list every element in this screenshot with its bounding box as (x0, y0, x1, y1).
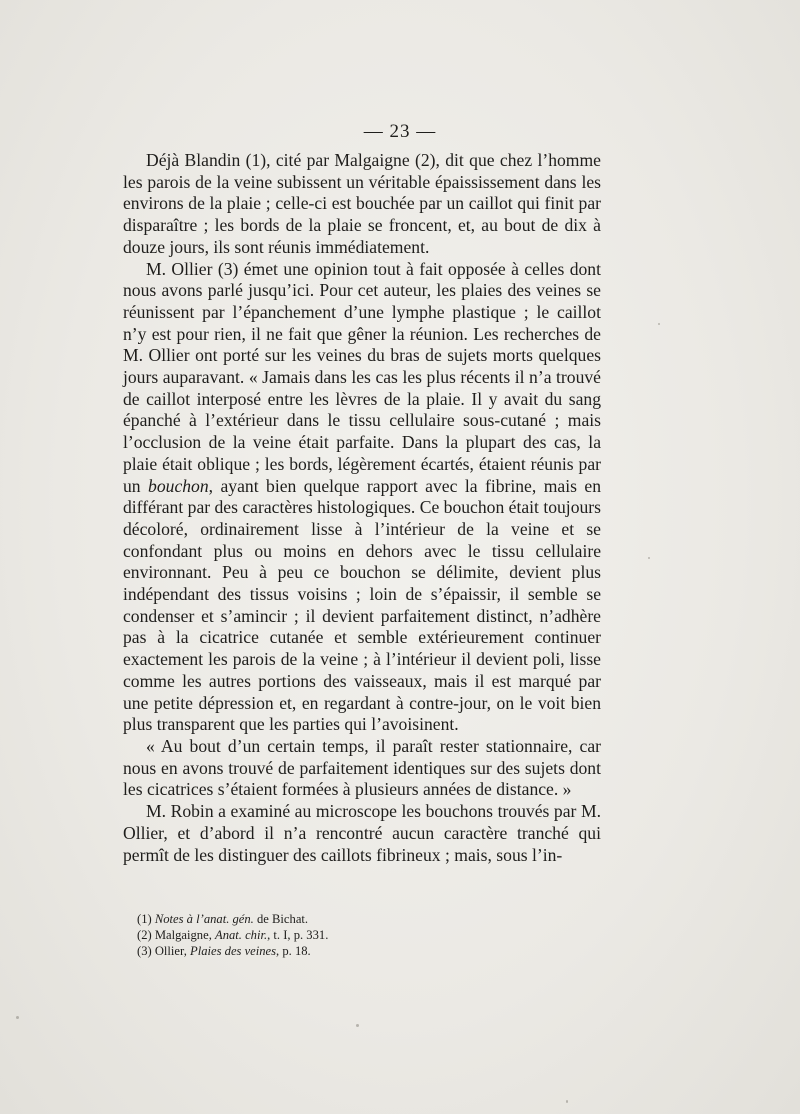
footnote-marker: (1) (137, 912, 152, 926)
paper-speck (648, 557, 650, 559)
paper-speck (16, 1016, 19, 1019)
footnote-marker: (3) (137, 944, 152, 959)
footnote-title: Anat. chir. (215, 928, 268, 943)
paper-speck (356, 1024, 359, 1027)
footnote-title: Plaies des veines (190, 944, 277, 959)
paragraph-robin: M. Robin a examiné au microscope les bouchons trouvés par M. Ollier, et d’abord il n’a rencontré aucun caractère tranché qui permît de les distinguer des caillots fibrineux ; mais, sous l’in- (123, 801, 601, 865)
footnote-1 (137, 911, 597, 927)
footnote-3 (137, 943, 597, 959)
footnote-rest: , t. I, p. 331. (267, 928, 329, 943)
body-text (123, 150, 601, 866)
footnote-rest: de Bichat. (253, 912, 309, 926)
footnotes (137, 911, 597, 960)
footnote-rest: , p. 18. (276, 944, 311, 959)
page-number: — 23 — (363, 121, 437, 142)
paragraph-ollier-text-before: M. Ollier (3) émet une opinion tout à fait opposée à celles dont nous avons parlé jusqu’ici. Pour cet auteur, les plaies des veines se réunissent par l’épanchement d’une lymphe plastique ; le caillot n’y est pour rien, il ne fait que gêner la réunion. Les recherches de M. Ollier ont porté sur les veines du bras de sujets morts quelques jours auparavant. « Jamais dans les cas les plus récents il n’a trouvé de caillot interposé entre les lèvres de la plaie. Il y avait du sang épanché à l’extérieur dans le tissu cellulaire sous-cutané ; mais l’occlusion de la veine était parfaite. Dans la plupart des cas, la plaie était oblique ; les bords, légèrement écartés, étaient réunis par un (123, 258, 601, 496)
italic-term-bouchon: bouchon (148, 475, 209, 496)
paragraph-ollier (123, 259, 601, 736)
footnote-author: Malgaigne, (151, 928, 215, 943)
paper-speck (658, 323, 660, 325)
paragraph-blandin: Déjà Blandin (1), cité par Malgaigne (2), dit que chez l’homme les parois de la veine subissent un véritable épaississement dans les environs de la plaie ; celle-ci est bouchée par un caillot qui finit par disparaître ; les bords de la plaie se froncent, et, au bout de dix à douze jours, ils sont réunis immédiatement. (123, 150, 601, 257)
paragraph-quote-continuation: « Au bout d’un certain temps, il paraît rester stationnaire, car nous en avons trouvé de parfaitement identiques sur des sujets dont les cicatrices s’étaient formées à plusieurs années de distance. » (123, 735, 601, 800)
paragraph-ollier-text-after: , ayant bien quelque rapport avec la fibrine, mais en différant par des caractères histologiques. Ce bouchon était toujours décoloré, ordinairement lisse à l’intérieur de la veine et se confondant plus ou moins en dehors avec le tissu cellulaire environnant. Peu à peu ce bouchon se délimite, devient plus indépendant des tissus voisins ; loin de s’épaissir, il semble se condenser et s’amincir ; il devient parfaitement distinct, n’adhère pas à la cicatrice cutanée et semble extérieurement continuer exactement les parois de la veine ; à l’intérieur il devient poli, lisse comme les autres portions des vaisseaux, mais il est marqué par une petite dépression et, en regardant à contre-jour, on le voit bien plus transparent que les parties qui l’avoisinent. (123, 475, 601, 735)
footnote-title: Notes à l’anat. gén. (154, 912, 254, 926)
footnote-author: Ollier, (151, 944, 191, 959)
paper-speck (566, 1100, 568, 1103)
footnote-2 (137, 927, 597, 943)
footnote-marker: (2) (137, 928, 152, 943)
